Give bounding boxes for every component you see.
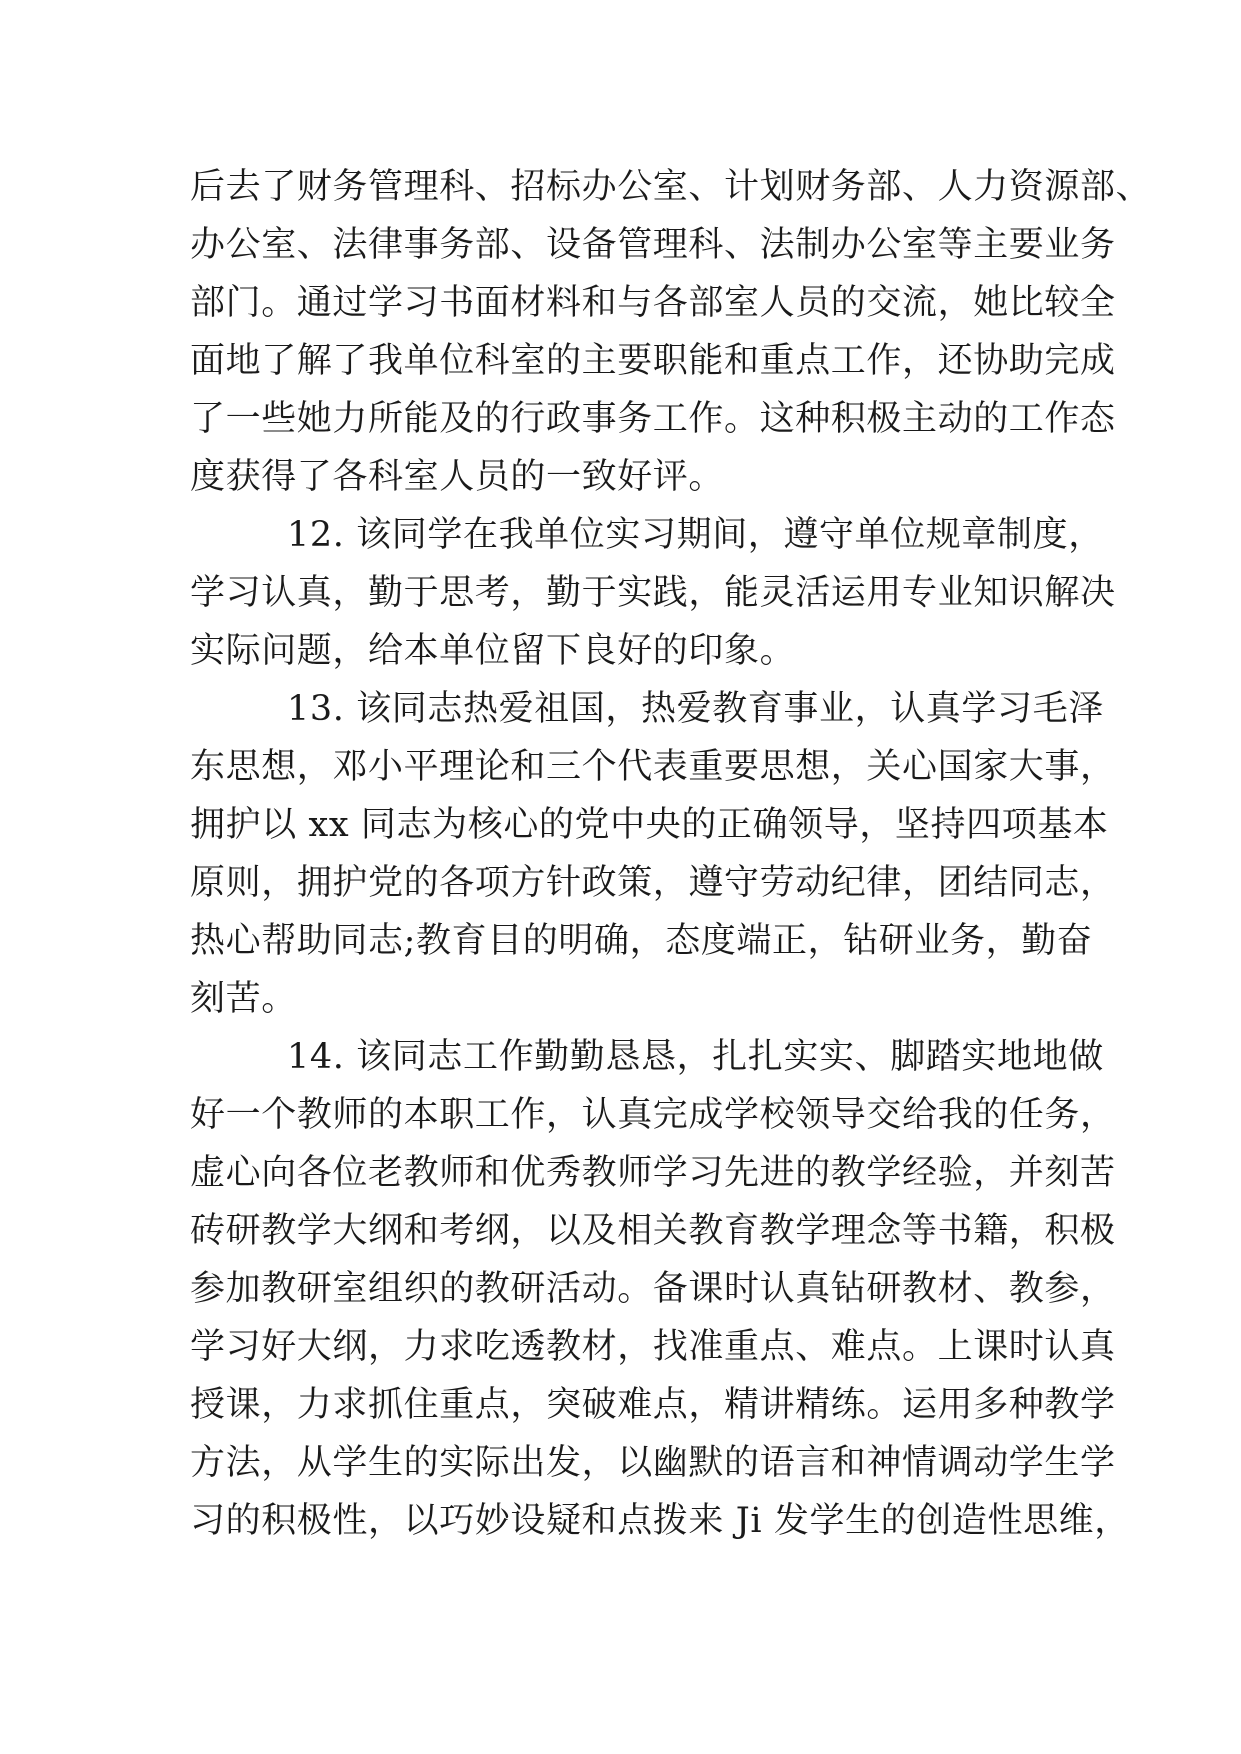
- text-line: 后去了财务管理科、招标办公室、计划财务部、人力资源部、: [190, 167, 1152, 207]
- text-line: 东思想，邓小平理论和三个代表重要思想，关心国家大事，: [190, 747, 1116, 787]
- text-line: 部门。通过学习书面材料和与各部室人员的交流，她比较全: [190, 283, 1116, 323]
- text-line: 方法，从学生的实际出发，以幽默的语言和神情调动学生学: [190, 1443, 1116, 1483]
- text-line: 参加教研室组织的教研活动。备课时认真钻研教材、教参，: [190, 1269, 1116, 1309]
- text-line: 好一个教师的本职工作，认真完成学校领导交给我的任务，: [190, 1095, 1116, 1135]
- text-line: 实际问题，给本单位留下良好的印象。: [190, 631, 796, 671]
- text-line: 虚心向各位老教师和优秀教师学习先进的教学经验，并刻苦: [190, 1153, 1116, 1193]
- text-line: 办公室、法律事务部、设备管理科、法制办公室等主要业务: [190, 225, 1116, 265]
- text-line: 面地了解了我单位科室的主要职能和重点工作，还协助完成: [190, 341, 1116, 381]
- text-line: 度获得了各科室人员的一致好评。: [190, 457, 725, 497]
- text-line: 学习认真，勤于思考，勤于实践，能灵活运用专业知识解决: [190, 573, 1116, 613]
- text-line: 刻苦。: [190, 979, 297, 1019]
- text-line: 拥护以 xx 同志为核心的党中央的正确领导，坚持四项基本: [190, 805, 1109, 845]
- text-line: 授课，力求抓住重点，突破难点，精讲精练。运用多种教学: [190, 1385, 1116, 1425]
- text-line: 砖研教学大纲和考纲，以及相关教育教学理念等书籍，积极: [190, 1211, 1116, 1251]
- text-line: 学习好大纲，力求吃透教材，找准重点、难点。上课时认真: [190, 1327, 1116, 1367]
- paragraph-13-first-line: 13. 该同志热爱祖国，热爱教育事业，认真学习毛泽: [287, 689, 1104, 729]
- text-line: 了一些她力所能及的行政事务工作。这种积极主动的工作态: [190, 399, 1116, 439]
- paragraph-12-first-line: 12. 该同学在我单位实习期间，遵守单位规章制度，: [287, 515, 1104, 555]
- text-line: 习的积极性，以巧妙设疑和点拨来 Ji 发学生的创造性思维，: [190, 1501, 1130, 1541]
- text-line: 热心帮助同志;教育目的明确，态度端正，钻研业务，勤奋: [190, 921, 1093, 961]
- text-line: 原则，拥护党的各项方针政策，遵守劳动纪律，团结同志，: [190, 863, 1116, 903]
- paragraph-14-first-line: 14. 该同志工作勤勤恳恳，扎扎实实、脚踏实地地做: [287, 1037, 1104, 1077]
